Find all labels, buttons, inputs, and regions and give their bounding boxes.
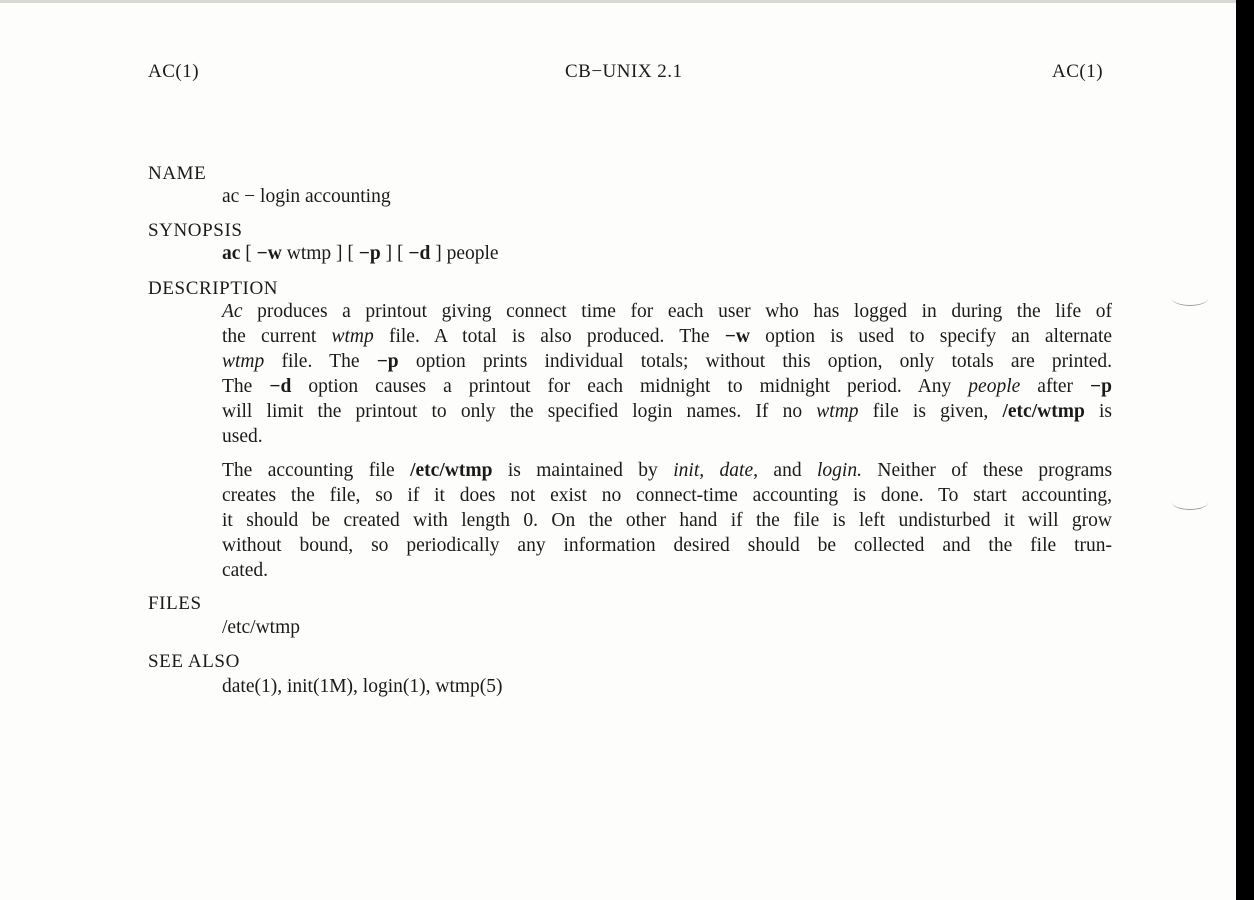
files-text: /etc/wtmp [222,617,300,638]
option: −w [724,326,750,347]
text: The accounting file [222,460,395,481]
text: produces a printout giving connect time for each user who has logged in during the life of [257,301,1113,322]
option: −p [376,351,399,372]
section-title-synopsis: SYNOPSIS [148,220,243,241]
section-title-name: NAME [148,163,207,184]
emphasis: people [968,376,1021,397]
emphasis: wtmp [331,326,374,347]
emphasis: init, [673,460,705,481]
header-right: AC(1) [1052,61,1104,82]
text: it should be created with length 0. On the other hand if the file is left undisturbed it will grow [222,510,1112,531]
paragraph-line [222,558,1112,583]
bracket: [ [397,243,404,264]
bracket: ] [385,243,393,264]
text: the current [222,326,317,347]
paragraph-line [222,508,1112,533]
paragraph-line [222,533,1112,558]
paragraph-line [222,399,1112,424]
text: is [1098,401,1112,422]
synopsis-opt-w: −w [256,243,282,264]
bracket: ] [336,243,343,264]
text: will limit the printout to only the specified login names. If no [222,401,803,422]
text: file. The [281,351,360,372]
synopsis-opt-p: −p [358,243,381,264]
option: −p [1090,376,1112,397]
section-title-description: DESCRIPTION [148,278,279,299]
text: is maintained by [507,460,658,481]
text: option prints individual totals; without this option, only totals are printed. [415,351,1113,372]
text: file is given, [872,401,989,422]
see-also-text: date(1), init(1M), login(1), wtmp(5) [222,676,503,697]
bracket: ] [435,243,442,264]
emphasis: login. [817,460,862,481]
text: file. A total is also produced. The [388,326,710,347]
text: after [1037,376,1074,397]
paragraph-line [222,349,1112,374]
text: creates the file, so if it does not exist no connect-time accounting is done. To start accounting, [222,485,1112,506]
synopsis-arg-wtmp: wtmp [286,243,332,264]
name-text: ac − login accounting [222,186,391,207]
synopsis-opt-d: −d [408,243,431,264]
text: without bound, so periodically any information desired should be collected and the file trun- [222,535,1112,556]
text: option causes a printout for each midnight to midnight period. Any [308,376,952,397]
emphasis: wtmp [222,351,265,372]
header-center: CB−UNIX 2.1 [565,61,683,82]
synopsis-cmd: ac [222,243,241,264]
paragraph-line [222,483,1112,508]
binder-hole-mark [1172,495,1208,510]
option: −d [269,376,292,397]
paragraph-line [222,299,1112,324]
paragraph-line [222,324,1112,349]
emphasis: wtmp [816,401,859,422]
file-path: /etc/wtmp [1002,401,1085,422]
section-title-files: FILES [148,593,202,614]
text: Neither of these programs [877,460,1113,481]
paragraph-line [222,374,1112,399]
bracket: [ [245,243,252,264]
text: used. [222,426,263,447]
paragraph-line [222,424,1112,449]
text: cated. [222,560,269,581]
bracket: [ [347,243,354,264]
text: option is used to specify an alternate [765,326,1113,347]
text: The [222,376,253,397]
section-title-see-also: SEE ALSO [148,651,240,672]
paragraph-line [222,458,1112,483]
emphasis: Ac [222,301,243,322]
emphasis: date, [719,460,758,481]
text: and [773,460,802,481]
header-left: AC(1) [148,61,200,82]
synopsis-line [222,243,499,265]
binder-hole-mark [1172,291,1208,306]
file-path: /etc/wtmp [410,460,493,481]
description-paragraph-2 [222,458,1112,583]
synopsis-arg-people: people [446,243,499,264]
description-paragraph-1 [222,299,1112,449]
